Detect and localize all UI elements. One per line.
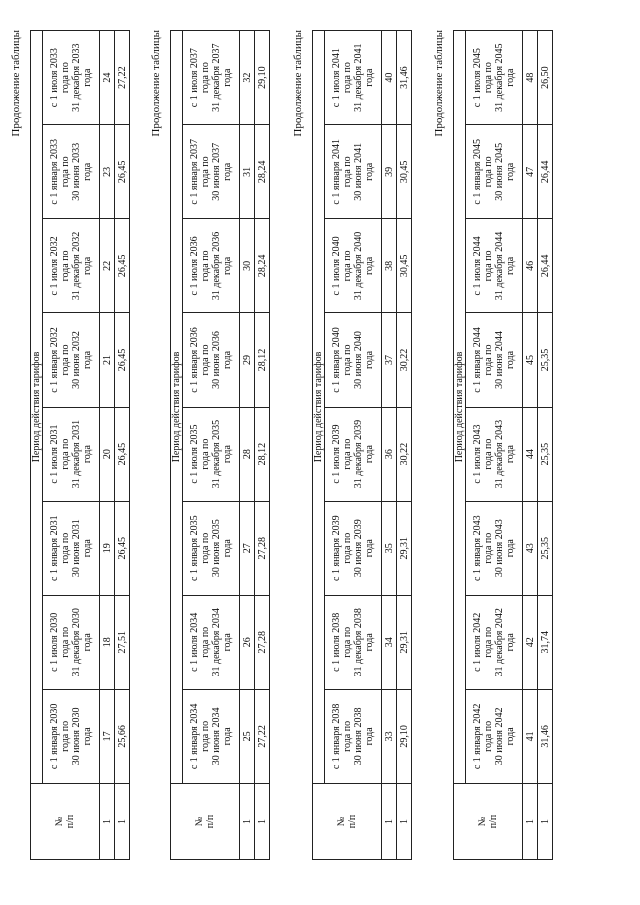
column-number-cell: 40 [382,31,397,125]
period-row [466,31,523,860]
header-row [313,31,325,860]
column-number-cell: 31 [240,125,255,219]
tariff-value-cell: 1 [538,783,553,859]
tariff-value-row [255,31,270,860]
tariff-value-cell: 26,44 [538,219,553,313]
tariff-value-cell: 27,22 [255,689,270,783]
column-number-cell: 24 [100,31,115,125]
tariff-value-cell: 1 [397,783,412,859]
column-number-cell: 1 [240,783,255,859]
period-label: с 1 января 2038 года по 30 июня 2038 года [325,689,382,783]
column-number-cell: 46 [523,219,538,313]
tariff-value-cell: 28,12 [255,407,270,501]
tariff-value-cell: 26,44 [538,125,553,219]
period-label: с 1 июля 2031 года по 31 декабря 2031 года [43,407,100,501]
column-number-cell: 39 [382,125,397,219]
column-number-cell: 27 [240,501,255,595]
column-number-cell: 36 [382,407,397,501]
tariff-table [30,30,130,860]
period-label: с 1 июля 2035 года по 31 декабря 2035 года [183,407,240,501]
tariff-table [170,30,270,860]
period-label: с 1 июля 2039 года по 31 декабря 2039 года [325,407,382,501]
column-number-cell: 22 [100,219,115,313]
tariff-value-cell: 29,31 [397,501,412,595]
period-label: с 1 января 2030 года по 30 июня 2030 года [43,689,100,783]
column-header-number: № п/п [171,783,240,859]
column-number-cell: 32 [240,31,255,125]
column-number-cell: 1 [382,783,397,859]
tariff-value-cell: 29,10 [255,31,270,125]
column-number-cell: 33 [382,689,397,783]
continuation-label: Продолжение таблицы [150,30,162,137]
period-label: с 1 июля 2041 года по 31 декабря 2041 года [325,31,382,125]
tariff-value-cell: 30,22 [397,407,412,501]
tariff-value-row [115,31,130,860]
column-number-cell: 26 [240,595,255,689]
period-header: Период действия тарифов [31,31,43,784]
tariff-value-row [538,31,553,860]
column-number-cell: 41 [523,689,538,783]
period-label: с 1 января 2032 года по 30 июня 2032 года [43,313,100,407]
period-label: с 1 января 2040 года по 30 июня 2040 года [325,313,382,407]
period-label: с 1 июля 2032 года по 31 декабря 2032 года [43,219,100,313]
continuation-label: Продолжение таблицы [292,30,304,137]
period-label: с 1 января 2033 года по 30 июня 2033 года [43,125,100,219]
tariff-value-cell: 26,45 [115,501,130,595]
column-number-row [240,31,255,860]
period-label: с 1 января 2045 года по 30 июня 2045 года [466,125,523,219]
period-label: с 1 января 2034 года по 30 июня 2034 года [183,689,240,783]
period-row [183,31,240,860]
tariff-value-cell: 28,24 [255,125,270,219]
period-label: с 1 июля 2045 года по 31 декабря 2045 года [466,31,523,125]
period-header: Период действия тарифов [171,31,183,784]
column-header-number: № п/п [454,783,523,859]
column-number-cell: 30 [240,219,255,313]
period-header: Период действия тарифов [313,31,325,784]
period-row [325,31,382,860]
column-number-row [523,31,538,860]
period-label: с 1 января 2031 года по 30 июня 2031 года [43,501,100,595]
tariff-value-cell: 1 [255,783,270,859]
column-number-cell: 48 [523,31,538,125]
tariff-value-cell: 26,45 [115,407,130,501]
tariff-table [453,30,553,860]
tariff-value-cell: 26,50 [538,31,553,125]
period-label: с 1 июля 2040 года по 31 декабря 2040 года [325,219,382,313]
period-label: с 1 июля 2037 года по 31 декабря 2037 года [183,31,240,125]
column-number-cell: 25 [240,689,255,783]
tariff-value-cell: 30,45 [397,125,412,219]
tariff-value-cell: 26,45 [115,313,130,407]
tariff-value-cell: 28,24 [255,219,270,313]
period-label: с 1 июля 2044 года по 31 декабря 2044 года [466,219,523,313]
period-label: с 1 января 2042 года по 30 июня 2042 года [466,689,523,783]
continuation-label: Продолжение таблицы [433,30,445,137]
period-label: с 1 июля 2030 года по 31 декабря 2030 года [43,595,100,689]
period-label: с 1 января 2035 года по 30 июня 2035 года [183,501,240,595]
period-label: с 1 июля 2042 года по 31 декабря 2042 года [466,595,523,689]
column-number-cell: 47 [523,125,538,219]
column-number-cell: 17 [100,689,115,783]
period-row [43,31,100,860]
tariff-value-cell: 25,35 [538,407,553,501]
column-number-cell: 28 [240,407,255,501]
tariff-value-cell: 25,35 [538,501,553,595]
period-label: с 1 июля 2036 года по 31 декабря 2036 года [183,219,240,313]
tariff-value-cell: 30,22 [397,313,412,407]
tariff-value-cell: 27,28 [255,595,270,689]
tariff-value-cell: 29,10 [397,689,412,783]
column-number-cell: 29 [240,313,255,407]
header-row [31,31,43,860]
column-number-cell: 42 [523,595,538,689]
column-number-cell: 18 [100,595,115,689]
period-label: с 1 января 2039 года по 30 июня 2039 года [325,501,382,595]
period-label: с 1 января 2037 года по 30 июня 2037 года [183,125,240,219]
tariff-value-cell: 31,46 [397,31,412,125]
continuation-label: Продолжение таблицы [10,30,22,137]
tariff-value-row [397,31,412,860]
tariff-value-cell: 25,35 [538,313,553,407]
column-number-cell: 38 [382,219,397,313]
period-header: Период действия тарифов [454,31,466,784]
column-number-cell: 45 [523,313,538,407]
period-label: с 1 января 2044 года по 30 июня 2044 года [466,313,523,407]
tariff-value-cell: 30,45 [397,219,412,313]
tariff-value-cell: 29,31 [397,595,412,689]
column-number-cell: 19 [100,501,115,595]
column-number-cell: 21 [100,313,115,407]
column-number-cell: 1 [100,783,115,859]
column-number-row [100,31,115,860]
tariff-value-cell: 27,51 [115,595,130,689]
period-label: с 1 января 2036 года по 30 июня 2036 года [183,313,240,407]
tariff-value-cell: 26,45 [115,125,130,219]
period-label: с 1 июля 2043 года по 31 декабря 2043 года [466,407,523,501]
tariff-value-cell: 27,28 [255,501,270,595]
tariff-value-cell: 28,12 [255,313,270,407]
column-number-cell: 35 [382,501,397,595]
column-number-cell: 1 [523,783,538,859]
tariff-value-cell: 1 [115,783,130,859]
column-number-cell: 20 [100,407,115,501]
column-number-cell: 44 [523,407,538,501]
column-number-cell: 43 [523,501,538,595]
column-number-cell: 23 [100,125,115,219]
tariff-value-cell: 31,74 [538,595,553,689]
tariff-value-cell: 25,66 [115,689,130,783]
period-label: с 1 января 2043 года по 30 июня 2043 года [466,501,523,595]
period-label: с 1 июля 2038 года по 31 декабря 2038 года [325,595,382,689]
header-row [171,31,183,860]
header-row [454,31,466,860]
column-number-cell: 37 [382,313,397,407]
period-label: с 1 июля 2033 года по 31 декабря 2033 года [43,31,100,125]
tariff-value-cell: 31,46 [538,689,553,783]
column-header-number: № п/п [31,783,100,859]
column-header-number: № п/п [313,783,382,859]
tariff-table [312,30,412,860]
tariff-value-cell: 26,45 [115,219,130,313]
tariff-value-cell: 27,22 [115,31,130,125]
column-number-row [382,31,397,860]
period-label: с 1 января 2041 года по 30 июня 2041 года [325,125,382,219]
period-label: с 1 июля 2034 года по 31 декабря 2034 года [183,595,240,689]
column-number-cell: 34 [382,595,397,689]
